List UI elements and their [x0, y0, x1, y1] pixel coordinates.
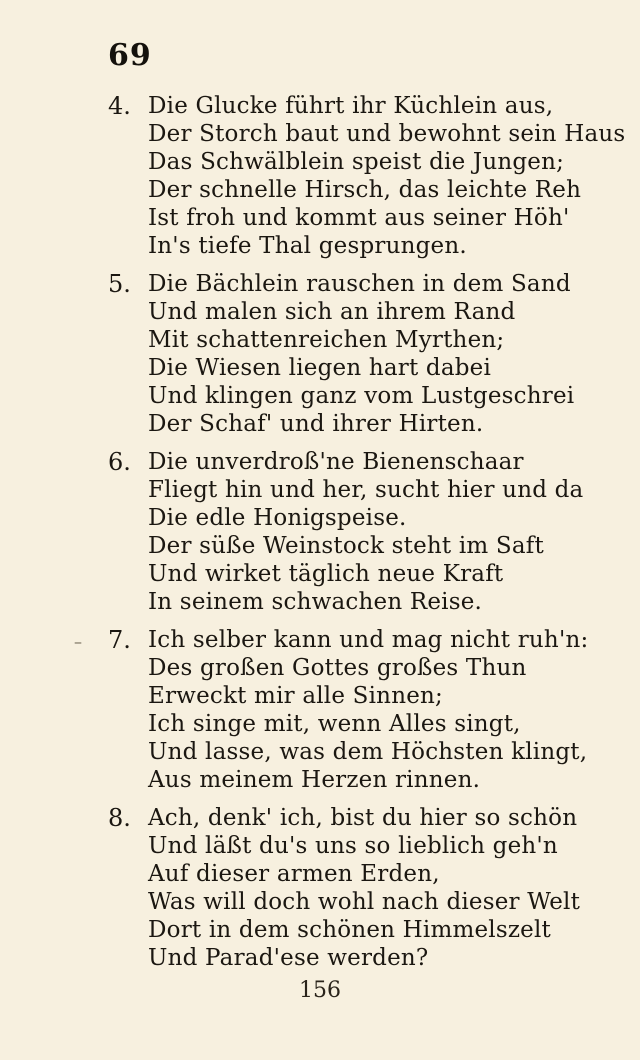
verse-line: In seinem schwachen Reise. — [148, 589, 483, 615]
verse-line: Die Bächlein rauschen in dem Sand — [148, 271, 571, 297]
verse-line: Des großen Gottes großes Thun — [148, 655, 527, 681]
verse-line: Und malen sich an ihrem Rand — [148, 299, 516, 325]
verse-line: Erweckt mir alle Sinnen; — [148, 683, 443, 709]
hymn-number: 69 — [108, 38, 152, 73]
verse-line: Ach, denk' ich, bist du hier so schön — [148, 805, 578, 831]
verse-line: Der schnelle Hirsch, das leichte Reh — [148, 177, 582, 203]
stanza-number: 7. — [108, 626, 131, 654]
verse-line: Der Schaf' und ihrer Hirten. — [148, 411, 484, 437]
verse-line: Und läßt du's uns so lieblich geh'n — [148, 833, 558, 859]
verse-line: Ist froh und kommt aus seiner Höh' — [148, 205, 570, 231]
stanza-number: 6. — [108, 448, 131, 476]
verse-line: Die Glucke führt ihr Küchlein aus, — [148, 93, 554, 119]
stanza-number: 8. — [108, 804, 131, 832]
verse-line: Ich singe mit, wenn Alles singt, — [148, 711, 521, 737]
verse-line: Der süße Weinstock steht im Saft — [148, 533, 544, 559]
verse-line: Fliegt hin und her, sucht hier und da — [148, 477, 584, 503]
verse-line: Und klingen ganz vom Lustgeschrei — [148, 383, 575, 409]
verse-line: Dort in dem schönen Himmelszelt — [148, 917, 551, 943]
verse-line: Der Storch baut und bewohnt sein Haus — [148, 121, 626, 147]
verse-line: Die unverdroß'ne Bienenschaar — [148, 449, 524, 475]
margin-mark: – — [74, 632, 82, 651]
verse-line: Auf dieser armen Erden, — [148, 861, 440, 887]
verse-line: Ich selber kann und mag nicht ruh'n: — [148, 627, 589, 653]
stanza-number: 5. — [108, 270, 131, 298]
verse-line: In's tiefe Thal gesprungen. — [148, 233, 467, 259]
verse-line: Aus meinem Herzen rinnen. — [148, 767, 481, 793]
verse-line: Die Wiesen liegen hart dabei — [148, 355, 492, 381]
verse-line: Die edle Honigspeise. — [148, 505, 407, 531]
verse-line: Und wirket täglich neue Kraft — [148, 561, 504, 587]
verse-line: Mit schattenreichen Myrthen; — [148, 327, 505, 353]
verse-line: Und lasse, was dem Höchsten klingt, — [148, 739, 588, 765]
verse-line: Was will doch wohl nach dieser Welt — [148, 889, 581, 915]
stanza-number: 4. — [108, 92, 131, 120]
page-number: 156 — [299, 978, 341, 1003]
verse-line: Und Parad'ese werden? — [148, 945, 429, 971]
verse-line: Das Schwälblein speist die Jungen; — [148, 149, 565, 175]
